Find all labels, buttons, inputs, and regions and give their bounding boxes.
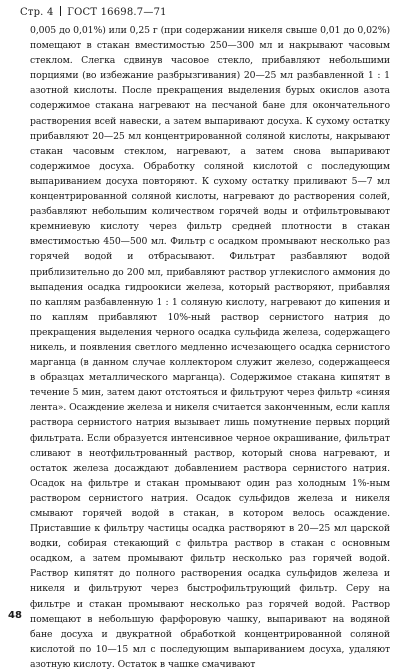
page-header [20, 6, 400, 19]
page-number: 48 [8, 610, 22, 621]
standard-number: ГОСТ 16698.7—71 [67, 7, 167, 18]
header-divider [60, 6, 61, 16]
page-label: Стр. 4 [20, 7, 54, 18]
body-paragraph: 0,005 до 0,01%) или 0,25 г (при содержании никеля свыше 0,01 до 0,02%) помещают в стакан вместимостью 250—300 мл и накрывают часовым стеклом. Слегка сдвинув часовое стекло, прибавляют небольшими порциями (во избежание разбрызгивания) 20—25 мл разбавленной 1 : 1 азотной кислоты. После прекращения выделения бурых окислов азота содержимое стакана нагревают на песчаной бане для окончательного растворения всей навески, а затем выпаривают досуха. К сухому остатку прибавляют 20—25 мл концентрированной соляной кислоты, накрывают стакан часовым стеклом, нагревают, а затем снова выпаривают содержимое досуха. Обработку соляной кислотой с последующим выпариванием досуха повторяют. К сухому остатку приливают 5—7 мл концентрированной соляной кислоты, нагревают до растворения солей, разбавляют небольшим количеством горячей воды и отфильтровывают кремниевую кислоту через фильтр средней плотности в стакан вместимостью 450—500 мл. Фильтр с осадком промывают несколько раз горячей водой и отбрасывают. Фильтрат разбавляют водой приблизительно до 200 мл, прибавляют раствор углекислого аммония до выпадения осадка гидроокиси железа, который растворяют, прибавляя по каплям разбавленную 1 : 1 соляную кислоту, нагревают до кипения и по каплям прибавляют 10%-ный раствор сернистого натрия до прекращения выделения черного осадка сульфида железа, содержащего никель, и появления светлого медленно исчезающего осадка сернистого марганца (в данном случае коллектором служит железо, содержащееся в образцах металлического марганца). Содержимое стакана кипятят в течение 5 мин, затем дают отстояться и фильтруют через фильтр «синяя лента». Осаждение железа и никеля считается законченным, если капля раствора сернистого натрия вызывает лишь помутнение первых порций фильтрата. Если образуется интенсивное черное окрашивание, фильтрат сливают в неотфильтрованный раствор, который снова нагревают, и остаток железа досаждают добавлением раствора сернистого натрия. Осадок на фильтре и стакан промывают один раз холодным 1%-ным раствором сернистого натрия. Осадок сульфидов железа и никеля смывают горячей водой в стакан, в котором велось осаждение. Приставшие к фильтру частицы осадка растворяют в 20—25 мл царской водки, собирая стекающий с фильтра раствор в стакан с основным осадком, а затем промывают фильтр несколько раз горячей водой. Раствор кипятят до полного растворения осадка сульфидов железа и никеля и фильтруют через быстрофильтрующий фильтр. Серу на фильтре и стакан промывают несколько раз горячей водой. Раствор помещают в небольшую фарфоровую чашку, выпаривают на водяной бане досуха и двукратной обработкой концентрированной соляной кислотой по 10—15 мл с последующим выпариванием досуха, удаляют азотную кислоту. Остаток в чашке смачивают [30, 25, 390, 670]
document-body [30, 23, 390, 672]
